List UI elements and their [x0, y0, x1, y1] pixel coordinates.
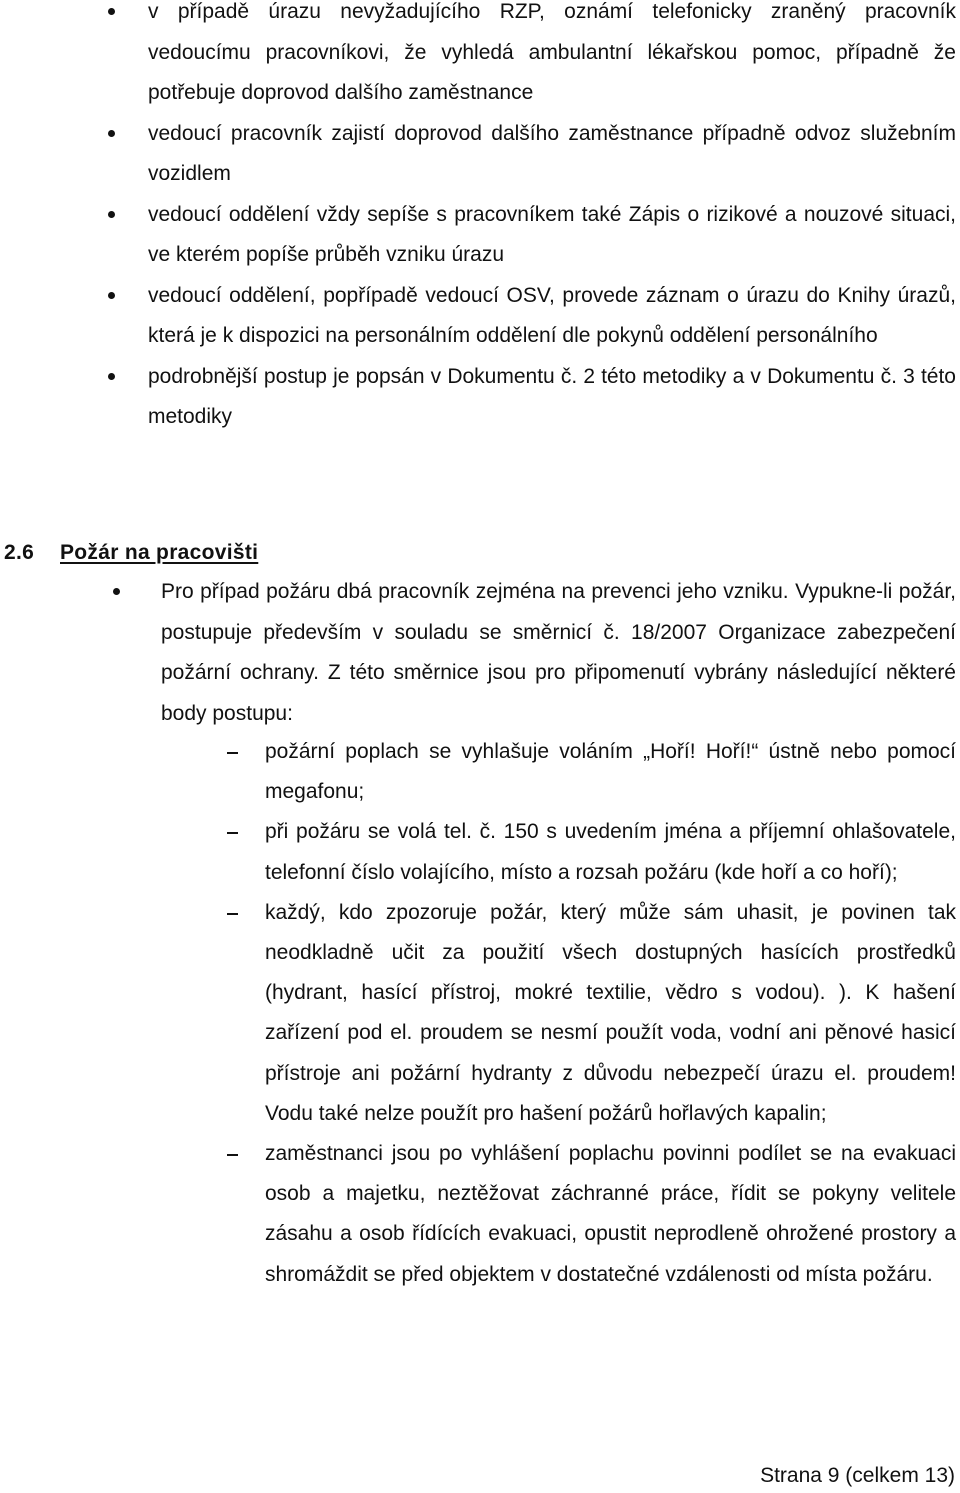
section-heading [4, 533, 258, 573]
dash-item: při požáru se volá tel. č. 150 s uvedením jména a příjemní ohlašovatele, telefonní číslo volajícího, místo a rozsah požáru (kde hoří a co hoří); [225, 812, 956, 892]
bullet-list-injury [148, 0, 956, 438]
list-item: Pro případ požáru dbá pracovník zejména na prevenci jeho vzniku. Vypukne-li požár, postupuje především v souladu se směrnicí č. 18/2007 Organizace zabezpečení požární ochrany. Z této směrnice jsou pro připomenutí vybrány následující některé body postupu: [161, 572, 956, 734]
dash-item: požární poplach se vyhlašuje voláním „Hoří! Hoří!“ ústně nebo pomocí megafonu; [225, 732, 956, 812]
dash-list-fire-steps [225, 732, 956, 1295]
list-item: vedoucí oddělení vždy sepíše s pracovníkem také Zápis o rizikové a nouzové situaci, ve kterém popíše průběh vzniku úrazu [148, 195, 956, 276]
bullet-list-fire [161, 572, 956, 734]
dash-item: každý, kdo zpozoruje požár, který může sám uhasit, je povinen tak neodkladně učit za použití všech dostupných hasících prostředků (hydrant, hasící přístroj, mokré textilie, vědro s vodou). ). K hašení zařízení pod el. proudem se nesmí použít voda, vodní ani pěnové hasicí přístroje ani požární hydranty z důvodu nebezpečí úrazu el. proudem! Vodu také nelze použít pro hašení požárů hořlavých kapalin; [225, 893, 956, 1134]
section-number: 2.6 [4, 541, 35, 564]
page-number-footer: Strana 9 (celkem 13) [760, 1464, 955, 1487]
section-title: Požár na pracovišti [60, 541, 259, 564]
list-item: podrobnější postup je popsán v Dokumentu č. 2 této metodiky a v Dokumentu č. 3 této metodiky [148, 357, 956, 438]
list-item: vedoucí pracovník zajistí doprovod dalšího zaměstnance případně odvoz služebním vozidlem [148, 114, 956, 195]
list-item: vedoucí oddělení, popřípadě vedoucí OSV, provede záznam o úrazu do Knihy úrazů, která je k dispozici na personálním oddělení dle pokynů oddělení personálního [148, 276, 956, 357]
list-item: v případě úrazu nevyžadujícího RZP, oznámí telefonicky zraněný pracovník vedoucímu pracovníkovi, že vyhledá ambulantní lékařskou pomoc, případně že potřebuje doprovod dalšího zaměstnance [148, 0, 956, 114]
dash-item: zaměstnanci jsou po vyhlášení poplachu povinni podílet se na evakuaci osob a majetku, neztěžovat záchranné práce, řídit se pokyny velitele zásahu a osob řídících evakuaci, opustit neprodleně ohrožené prostory a shromáždit se před objektem v dostatečné vzdálenosti od místa požáru. [225, 1134, 956, 1295]
